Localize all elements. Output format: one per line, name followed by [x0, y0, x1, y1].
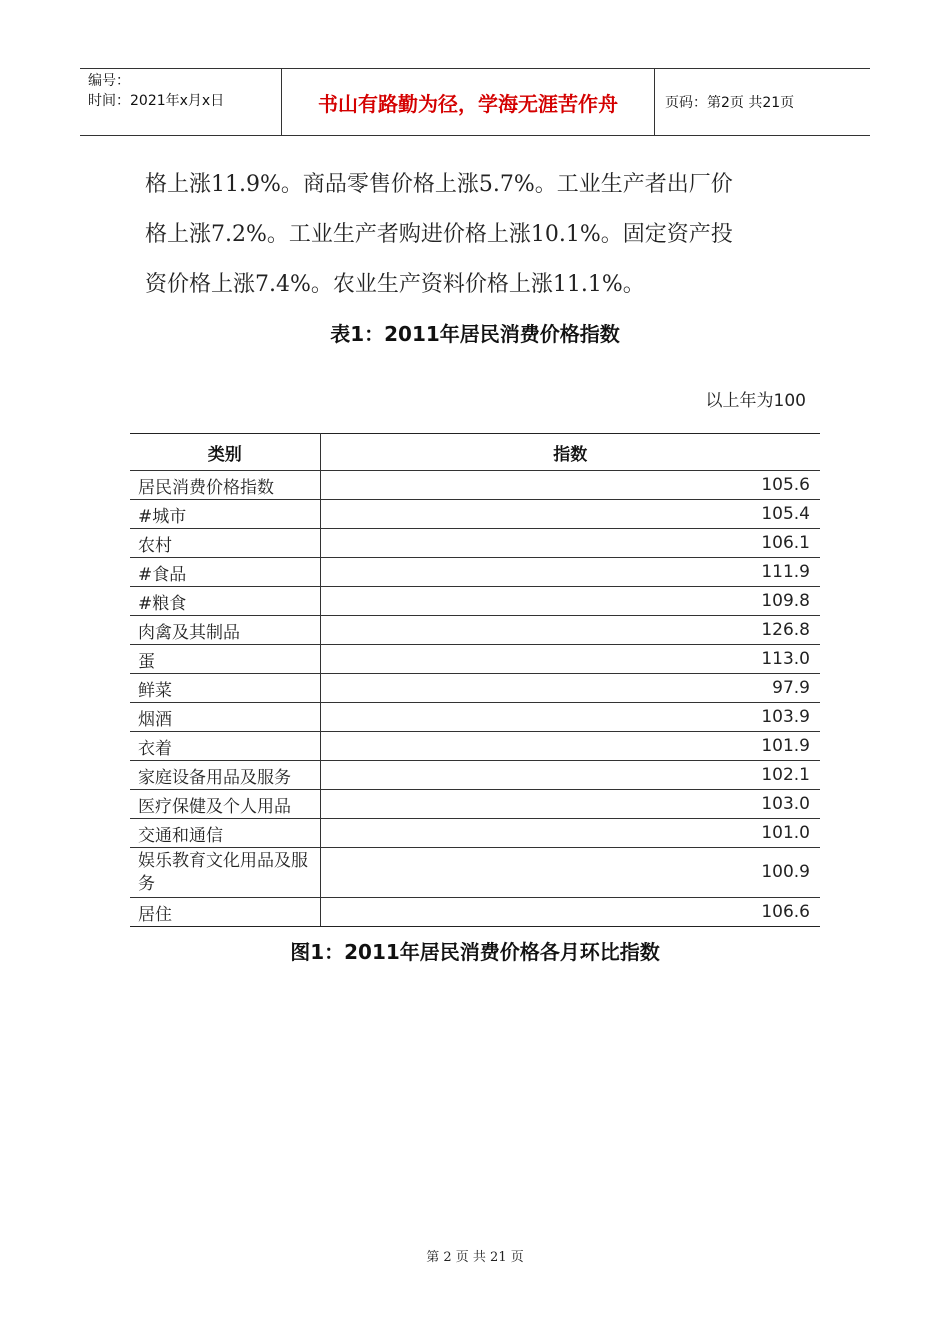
column-header-index: 指数	[320, 434, 820, 471]
page-footer: 第 2 页 共 21 页	[426, 1250, 524, 1265]
time-label: 时间：2021年x月x日	[88, 93, 225, 109]
row-category: 居民消费价格指数	[130, 471, 320, 500]
table-header-row	[130, 434, 820, 471]
table-row	[130, 616, 820, 645]
row-value: 106.1	[320, 529, 820, 558]
column-header-category: 类别	[130, 434, 320, 471]
row-category: 医疗保健及个人用品	[130, 790, 320, 819]
table-row	[130, 529, 820, 558]
paragraph-line-3: 资价格上涨7.4%。农业生产资料价格上涨11.1%。	[145, 272, 645, 297]
table-row	[130, 500, 820, 529]
row-value: 101.0	[320, 819, 820, 848]
header-meta	[80, 69, 281, 135]
row-value: 105.4	[320, 500, 820, 529]
row-category: 蛋	[130, 645, 320, 674]
header-page-info: 页码：第2页 共21页	[665, 95, 795, 111]
row-value: 103.9	[320, 703, 820, 732]
table-row	[130, 674, 820, 703]
table-title: 表1：2011年居民消费价格指数	[330, 322, 620, 346]
table-row	[130, 898, 820, 927]
table-row	[130, 790, 820, 819]
row-category: 家庭设备用品及服务	[130, 761, 320, 790]
table-row	[130, 761, 820, 790]
row-value: 111.9	[320, 558, 820, 587]
row-value: 105.6	[320, 471, 820, 500]
row-category: 鲜菜	[130, 674, 320, 703]
row-category: 烟酒	[130, 703, 320, 732]
table-row	[130, 819, 820, 848]
header-motto: 书山有路勤为径，学海无涯苦作舟	[281, 69, 655, 135]
row-category: #粮食	[130, 587, 320, 616]
row-category: 肉禽及其制品	[130, 616, 320, 645]
row-category: 衣着	[130, 732, 320, 761]
row-value: 109.8	[320, 587, 820, 616]
row-category: #城市	[130, 500, 320, 529]
row-category: #食品	[130, 558, 320, 587]
row-category: 居住	[130, 898, 320, 927]
table-row	[130, 732, 820, 761]
row-category: 交通和通信	[130, 819, 320, 848]
table-row	[130, 471, 820, 500]
table-row	[130, 558, 820, 587]
row-value: 101.9	[320, 732, 820, 761]
serial-label: 编号：	[88, 73, 130, 89]
table-row	[130, 645, 820, 674]
row-category: 农村	[130, 529, 320, 558]
table-row	[130, 587, 820, 616]
row-value: 100.9	[320, 848, 820, 898]
table-row	[130, 848, 820, 898]
cpi-table	[130, 433, 820, 927]
row-value: 97.9	[320, 674, 820, 703]
row-category: 娱乐教育文化用品及服务	[130, 848, 320, 898]
paragraph-line-1: 格上涨11.9%。商品零售价格上涨5.7%。工业生产者出厂价	[145, 172, 733, 197]
figure-title: 图1：2011年居民消费价格各月环比指数	[290, 940, 660, 964]
row-value: 106.6	[320, 898, 820, 927]
row-value: 126.8	[320, 616, 820, 645]
table-body	[130, 471, 820, 927]
row-value: 102.1	[320, 761, 820, 790]
row-value: 113.0	[320, 645, 820, 674]
row-value: 103.0	[320, 790, 820, 819]
paragraph-line-2: 格上涨7.2%。工业生产者购进价格上涨10.1%。固定资产投	[145, 222, 733, 247]
table-base-note: 以上年为100	[705, 391, 806, 411]
table-row	[130, 703, 820, 732]
page-header	[80, 68, 870, 136]
body-paragraph	[145, 160, 825, 310]
